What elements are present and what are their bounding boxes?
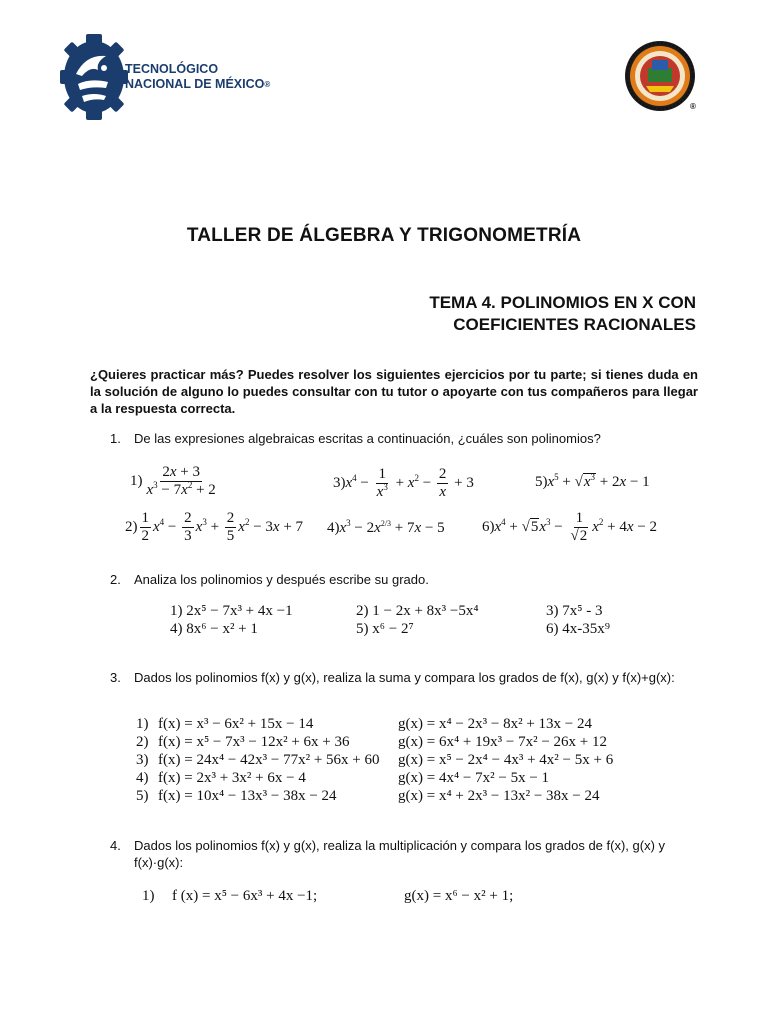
seal-registered-mark: ® (690, 102, 696, 111)
g-polynomial: g(x) = x⁶ − x² + 1; (404, 888, 514, 904)
tecnm-logo (60, 34, 130, 120)
q4-row: 1) f (x) = x⁵ − 6x³ + 4x −1; g(x) = x⁶ − x² + 1; (142, 888, 514, 904)
seal-icon (624, 40, 700, 116)
question-3 (110, 669, 710, 705)
question-number: 3. (110, 670, 121, 685)
question-text: De las expresiones algebraicas escritas a continuación, ¿cuáles son polinomios? (134, 431, 601, 446)
gear-eagle-icon (60, 34, 130, 120)
polynomial: 4x-35x⁹ (562, 621, 610, 637)
question-number: 1. (110, 431, 121, 446)
expr-label: 1) (130, 472, 143, 489)
q2-item-2: 2) 1 − 2x + 8x³ −5x⁴ (356, 603, 479, 619)
q3-row: 2) f(x) = x⁵ − 7x³ − 12x² + 6x + 36 g(x) = 6x⁴ + 19x³ − 7x² − 26x + 12 (136, 734, 608, 750)
q3-row: 1) f(x) = x³ − 6x² + 15x − 14 g(x) = x⁴ − 2x³ − 8x² + 13x − 24 (136, 716, 593, 732)
q3-table (136, 716, 614, 806)
topic-title-line1: TEMA 4. POLINOMIOS EN X CON (429, 293, 696, 312)
expr-label: 6) (482, 518, 495, 535)
f-polynomial: f(x) = x⁵ − 7x³ − 12x² + 6x + 36 (158, 734, 350, 750)
q3-row: 3) f(x) = 24x⁴ − 42x³ − 77x² + 56x + 60 g(x) = x⁵ − 2x⁴ − 4x³ + 4x² − 5x + 6 (136, 752, 614, 768)
question-1 (110, 430, 710, 450)
expr-label: 3) (333, 474, 346, 491)
topic-title-line2: COEFICIENTES RACIONALES (453, 315, 696, 334)
q1-expression-1: 1) $\frac{2x + 3}{x^3 - 7x^2 + 2}$ (130, 464, 216, 498)
question-4 (110, 837, 710, 873)
g-polynomial: g(x) = x⁴ + 2x³ − 13x² − 38x − 24 (398, 788, 600, 804)
question-2 (110, 571, 710, 591)
q2-item-4: 4) 8x⁶ − x² + 1 (170, 621, 258, 637)
q3-row: 4) f(x) = 2x³ + 3x² + 6x − 4 g(x) = 4x⁴ − 7x² − 5x − 1 (136, 770, 550, 786)
polynomial: 2x⁵ − 7x³ + 4x −1 (186, 603, 293, 619)
g-polynomial: g(x) = x⁵ − 2x⁴ − 4x³ + 4x² − 5x + 6 (398, 752, 614, 768)
institution-name (125, 62, 270, 92)
q3-row: 5) f(x) = 10x⁴ − 13x³ − 38x − 24 g(x) = x⁴ + 2x³ − 13x² − 38x − 24 (136, 788, 600, 804)
question-text: Analiza los polinomios y después escribe su grado. (134, 572, 429, 587)
polynomial: 7x⁵ - 3 (562, 603, 603, 619)
institute-seal (624, 40, 700, 116)
question-number: 2. (110, 572, 121, 587)
q2-item-6: 6) 4x-35x⁹ (546, 621, 610, 637)
polynomial: 1 − 2x + 8x³ −5x⁴ (372, 603, 479, 619)
expr-label: 4) (327, 520, 340, 536)
question-text: Dados los polinomios f(x) y g(x), realiza la suma y compara los grados de f(x), g(x) y f(x)+g(x): (134, 670, 675, 685)
q1-expression-6: $6)x^4 + √5x^3$ − $\frac{1}{√2}$ $x^2 + 4x - 2$ (482, 510, 658, 544)
q2-item-1: 1) 2x⁵ − 7x³ + 4x −1 (170, 603, 293, 619)
f-polynomial: f(x) = 24x⁴ − 42x³ − 77x² + 56x + 60 (158, 752, 380, 768)
f-polynomial: f(x) = x³ − 6x² + 15x − 14 (158, 716, 314, 732)
f-polynomial: f (x) = x⁵ − 6x³ + 4x −1; (172, 888, 318, 904)
q2-item-5: 5) x⁶ − 2⁷ (356, 621, 414, 637)
q2-item-3: 3) 7x⁵ - 3 (546, 603, 603, 619)
intro-paragraph: ¿Quieres practicar más? Puedes resolver los siguientes ejercicios por tu parte; si tienes duda en la solución de alguno lo puedes consultar con tu tutor o apoyarte con tus compañeros para llegar a la respuesta correcta. (90, 367, 698, 416)
polynomial: 8x⁶ − x² + 1 (186, 621, 258, 637)
g-polynomial: g(x) = x⁴ − 2x³ − 8x² + 13x − 24 (398, 716, 593, 732)
f-polynomial: f(x) = 10x⁴ − 13x³ − 38x − 24 (158, 788, 337, 804)
question-number: 4. (110, 838, 121, 853)
registered-mark: ® (264, 80, 271, 90)
g-polynomial: g(x) = 4x⁴ − 7x² − 5x − 1 (398, 770, 550, 786)
question-text: Dados los polinomios f(x) y g(x), realiza la multiplicación y compara los grados de f(x), g(x) y f(x)·g(x): (134, 838, 666, 870)
f-polynomial: f(x) = 2x³ + 3x² + 6x − 4 (158, 770, 306, 786)
q1-expression-4: $4)x^3 - 2x^{2/3} + 7x - 5$ (327, 518, 445, 536)
g-polynomial: g(x) = 6x⁴ + 19x³ − 7x² − 26x + 12 (398, 734, 608, 750)
q1-expression-2: 2) $\frac{1}{2}$ $x^4$ − $\frac{2}{3}$ $x^3$ + $\frac{2}{5}$ $x^2 - 3x + 7$ (125, 510, 304, 544)
institution-line1: TECNOLÓGICO (125, 62, 219, 76)
institution-line2: NACIONAL DE MÉXICO® (125, 77, 271, 91)
topic-title (429, 292, 696, 336)
expr-label: 5) (535, 474, 548, 490)
q1-expression-5: $5)x^5 + √x^3 + 2x - 1$ (535, 472, 650, 490)
page-title: TALLER DE ÁLGEBRA Y TRIGONOMETRÍA (186, 225, 582, 246)
q1-expression-3: $3)x^4$ − $\frac{1}{x^3}$ + $x^2$ − $\frac{2}{x}$ + 3 (333, 466, 474, 500)
polynomial: x⁶ − 2⁷ (372, 621, 414, 637)
expr-label: 2) (125, 518, 138, 535)
